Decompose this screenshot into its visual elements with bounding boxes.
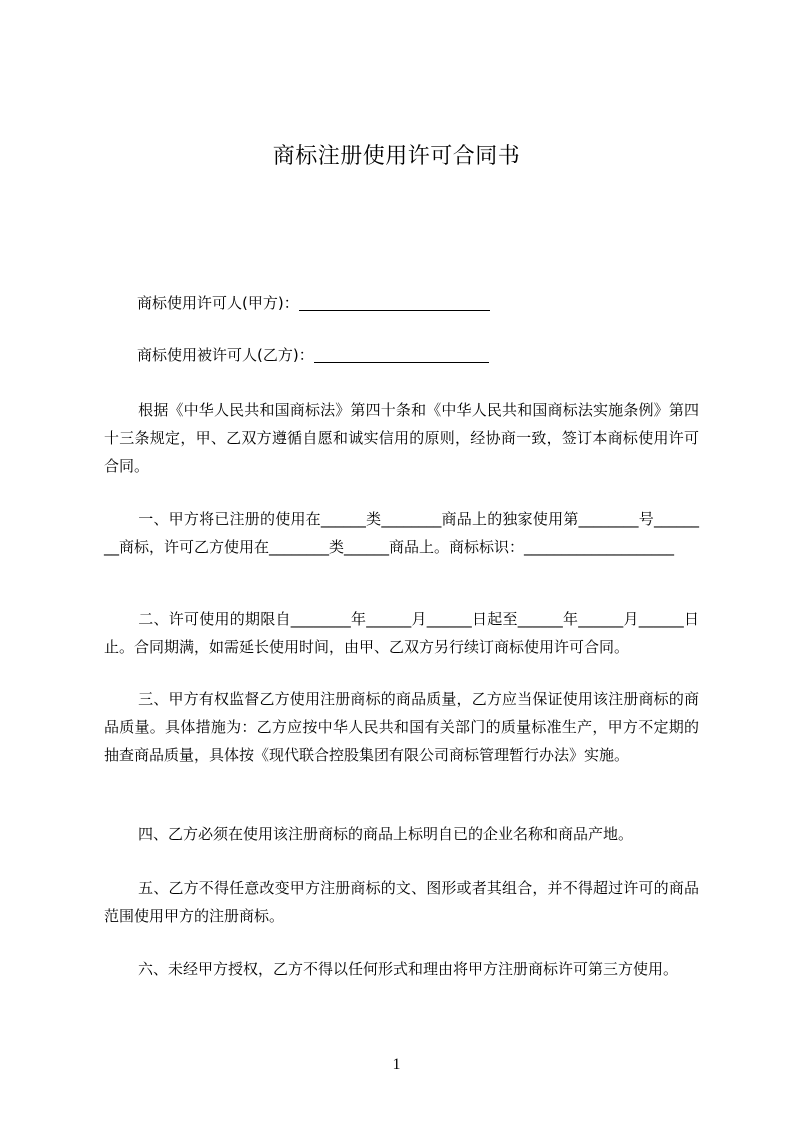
clause-5	[104, 874, 699, 930]
licensee-label: 商标使用被许可人(乙方)：	[137, 346, 314, 364]
licensor-label: 商标使用许可人(甲方)：	[137, 294, 299, 312]
page-title: 商标注册使用许可合同书	[272, 144, 521, 169]
licensee-blank	[314, 347, 489, 363]
page-number: 1	[392, 1056, 401, 1073]
clause-6-text: 六、未经甲方授权，乙方不得以任何形式和理由将甲方注册商标许可第三方使用。	[138, 960, 679, 978]
clause-1-text: 一、甲方将已注册的使用在______类________商品上的独家使用第________号________商标，许可乙方使用在________类______商品上。商标标识：____________________	[104, 510, 699, 556]
paragraph-preamble-text: 根据《中华人民共和国商标法》第四十条和《中华人民共和国商标法实施条例》第四十三条规定，甲、乙双方遵循自愿和诚实信用的原则，经协商一致，签订本商标使用许可合同。	[104, 401, 699, 475]
clause-5-text: 五、乙方不得任意改变甲方注册商标的文、图形或者其组合，并不得超过许可的商品范围使用甲方的注册商标。	[104, 879, 699, 925]
clause-3-text: 三、甲方有权监督乙方使用注册商标的商品质量，乙方应当保证使用该注册商标的商品质量。具体措施为：乙方应按中华人民共和国有关部门的质量标准生产，甲方不定期的抽查商品质量，具体按《现代联合控股集团有限公司商标管理暂行办法》实施。	[104, 690, 699, 764]
paragraph-preamble	[104, 396, 699, 480]
clause-4-text: 四、乙方必须在使用该注册商标的商品上标明自已的企业名称和商品产地。	[138, 825, 634, 843]
clause-2-text: 二、许可使用的期限自________年______月______日起至______年______月______日止。合同期满，如需延长使用时间，由甲、乙双方另行续订商标使用许可合同。	[104, 610, 699, 656]
clause-3	[104, 685, 699, 769]
licensee-line	[137, 345, 489, 365]
clause-2	[104, 605, 699, 661]
clause-6	[104, 955, 699, 983]
licensor-line	[137, 293, 490, 313]
clause-4	[104, 820, 699, 848]
licensor-blank	[299, 295, 490, 311]
clause-1	[104, 505, 699, 561]
